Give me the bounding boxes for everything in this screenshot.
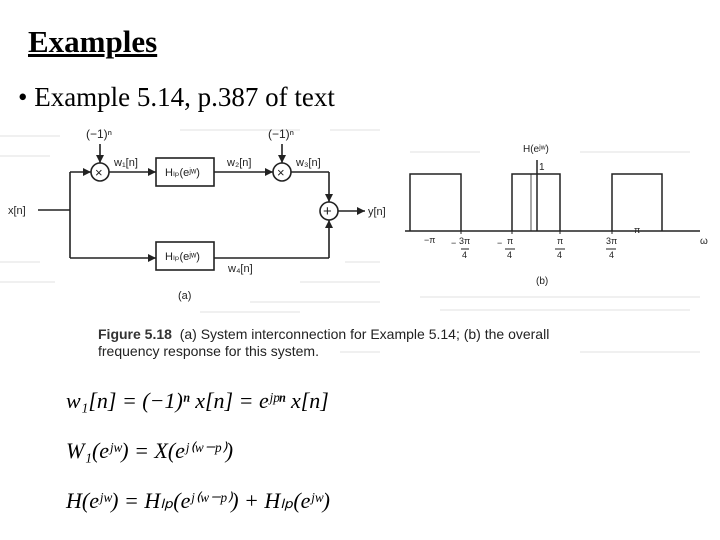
frequency-xlabel: ω	[700, 236, 708, 247]
filter-label-top: Hₗₚ(eʲʷ)	[165, 167, 200, 179]
output-label: y[n]	[368, 206, 386, 218]
filter-label-bottom: Hₗₚ(eʲʷ)	[165, 251, 200, 263]
input-label: x[n]	[8, 205, 26, 217]
response-ylabel: H(eʲʷ)	[523, 144, 549, 155]
minus-sign-1: −	[451, 238, 457, 248]
figure-number: Figure 5.18	[98, 326, 172, 342]
caption-line-2: frequency response for this system.	[98, 343, 319, 359]
signal-w4: w₄[n]	[228, 263, 253, 275]
caption-line-1: (a) System interconnection for Example 5.14; (b) the overall	[179, 326, 550, 342]
slide-title: Examples	[28, 24, 158, 59]
signal-w1: w₁[n]	[114, 157, 138, 169]
tick-pi: π	[634, 225, 641, 235]
tick-4-den-3: 4	[557, 250, 563, 260]
diagram-a-labels	[8, 127, 386, 302]
background-noise	[0, 130, 700, 352]
response-right	[612, 174, 662, 231]
tick-4-den-1: 4	[462, 250, 468, 260]
peak-value: 1	[539, 162, 545, 173]
multiply-symbol-1: ×	[95, 165, 103, 180]
tick-pi-num-2: π	[557, 236, 564, 246]
tick-4-den-2: 4	[507, 250, 513, 260]
equation-W1: W₁(eʲʷ) = X(eʲ⁽ʷ⁻ᵖ⁾)	[66, 438, 234, 463]
signal-w2: w₂[n]	[227, 157, 252, 169]
response-left	[410, 174, 461, 231]
tick-neg-pi: −π	[424, 235, 436, 245]
figure-caption	[98, 326, 549, 360]
minus-sign-2: −	[497, 238, 503, 248]
tick-4-den-4: 4	[609, 250, 615, 260]
frequency-response	[405, 160, 700, 231]
multiply-symbol-2: ×	[277, 165, 285, 180]
tick-3pi-num-2: 3π	[606, 236, 618, 246]
equation-H: H(eʲʷ) = Hₗₚ(eʲ⁽ʷ⁻ᵖ⁾) + Hₗₚ(eʲʷ)	[66, 488, 330, 513]
modulator-label-2: (−1)ⁿ	[268, 127, 295, 141]
tick-3pi-num-1: 3π	[459, 236, 471, 246]
tick-pi-num-1: π	[507, 236, 514, 246]
panel-a-label: (a)	[178, 290, 192, 302]
equation-w1: w₁[n] = (−1)ⁿ x[n] = eʲᵖⁿ x[n]	[66, 388, 329, 413]
panel-b-label: (b)	[536, 276, 549, 287]
example-bullet: • Example 5.14, p.387 of text	[18, 82, 335, 112]
signal-w3: w₃[n]	[296, 157, 321, 169]
response-center	[512, 174, 560, 231]
add-symbol: +	[323, 203, 332, 220]
modulator-label-1: (−1)ⁿ	[86, 127, 113, 141]
diagram-b-labels	[424, 144, 708, 287]
